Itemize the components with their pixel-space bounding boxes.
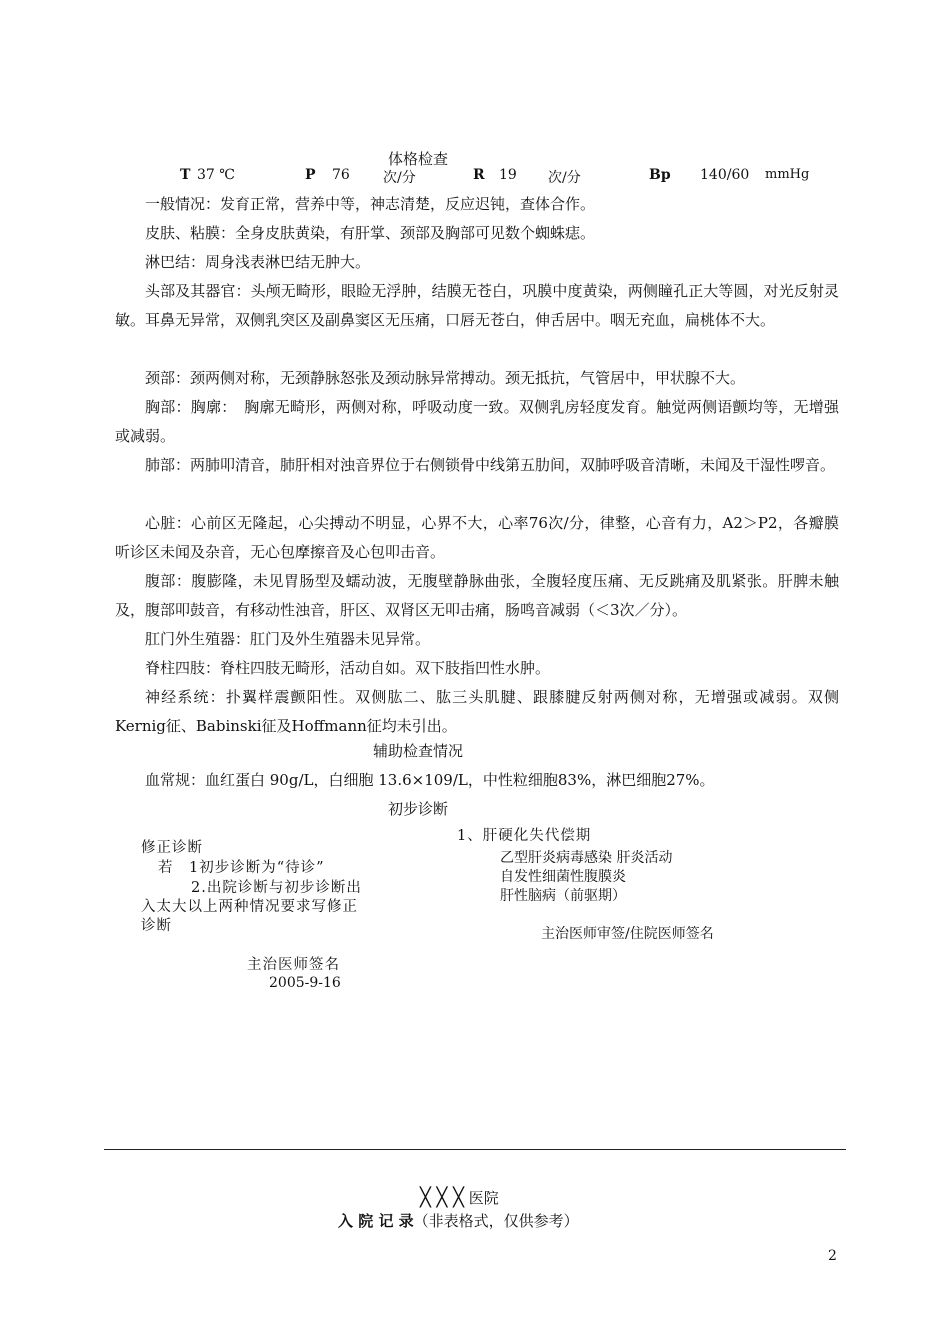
revision-line-3: 入太大以上两种情况要求写修正 (141, 899, 358, 915)
exam-neuro: 神经系统：扑翼样震颤阳性。双侧肱二、肱三头肌腱、跟膝腱反射两侧对称，无增强或减弱。双侧Kernig征、Babinski征及Hoffmann征均未引出。 (115, 688, 839, 735)
bp-label: Bp (649, 167, 671, 183)
diagnosis-item-2: 乙型肝炎病毒感染 肝炎活动 (500, 850, 673, 866)
placeholder-marks: ╳ ╳ ╳ (420, 1187, 464, 1208)
pulse-label: P (305, 167, 316, 183)
exam-anal: 肛门外生殖器：肛门及外生殖器未见异常。 (145, 630, 431, 648)
resp-unit: 次/分 (548, 170, 581, 186)
exam-neck: 颈部：颈两侧对称，无颈静脉怒张及颈动脉异常搏动。颈无抵抗，气管居中，甲状腺不大。 (145, 369, 746, 387)
diagnosis-item-3: 自发性细菌性腹膜炎 (500, 869, 626, 885)
pulse-value: 76 (332, 167, 350, 183)
revision-title: 修正诊断 (141, 840, 203, 856)
signature-date: 2005-9-16 (269, 975, 341, 991)
footer-divider (104, 1149, 846, 1150)
revision-line-4: 诊断 (141, 918, 172, 934)
diagnosis-item-4: 肝性脑病（前驱期） (500, 888, 626, 904)
resp-value: 19 (499, 167, 517, 183)
resident-signature: 主治医师审签/住院医师签名 (541, 926, 714, 942)
exam-heart: 心脏：心前区无隆起，心尖搏动不明显，心界不大，心率76次/分，律整，心音有力，A2＞P2，各瓣膜听诊区未闻及杂音，无心包摩擦音及心包叩击音。 (115, 514, 839, 561)
resp-label: R (473, 167, 485, 183)
revision-line-1: 若 1初步诊断为“待诊” (158, 860, 325, 876)
temp-value: 37 ℃ (197, 167, 235, 183)
prelim-diag-heading: 初步诊断 (387, 800, 448, 818)
temp-label: T (180, 167, 191, 183)
bp-unit: mmHg (765, 167, 810, 182)
hospital-label: 医院 (468, 1189, 499, 1207)
blood-test: 血常规：血红蛋白 90g/L，白细胞 13.6×109/L，中性粒细胞83%，淋巴细胞27%。 (145, 771, 715, 789)
exam-abdomen: 腹部：腹膨隆，未见胃肠型及蠕动波，无腹壁静脉曲张，全腹轻度压痛、无反跳痛及肌紧张。肝脾未触及，腹部叩鼓音，有移动性浊音，肝区、双肾区无叩击痛，肠鸣音减弱（＜3次／分）。 (115, 572, 839, 619)
revision-line-2: 2.出院诊断与初步诊断出 (191, 880, 362, 896)
exam-spine: 脊柱四肢：脊柱四肢无畸形，活动自如。双下肢指凹性水肿。 (145, 659, 551, 677)
record-note: （非表格式，仅供参考） (413, 1212, 579, 1230)
exam-general: 一般情况：发育正常，营养中等，神志清楚，反应迟钝，查体合作。 (145, 195, 596, 213)
physical-exam-heading: 体格检查 (387, 150, 448, 168)
aux-exam-heading: 辅助检查情况 (372, 742, 463, 760)
pulse-unit: 次/分 (383, 170, 416, 186)
hospital-name (420, 1187, 499, 1208)
attending-signature: 主治医师签名 (247, 957, 340, 973)
exam-lung: 肺部：两肺叩清音，肺肝相对浊音界位于右侧锁骨中线第五肋间，双肺呼吸音清晰，未闻及干湿性啰音。 (145, 456, 836, 474)
diagnosis-item-1: 1、肝硬化失代偿期 (457, 828, 592, 844)
exam-head: 头部及其器官：头颅无畸形，眼睑无浮肿，结膜无苍白，巩膜中度黄染，两侧瞳孔正大等圆，对光反射灵敏。耳鼻无异常，双侧乳突区及副鼻窦区无压痛，口唇无苍白，伸舌居中。咽无充血，扁桃体不大。 (115, 282, 839, 329)
page-number: 2 (828, 1248, 837, 1264)
record-title-line (338, 1210, 579, 1231)
exam-lymph: 淋巴结：周身浅表淋巴结无肿大。 (145, 253, 371, 271)
exam-skin: 皮肤、粘膜：全身皮肤黄染，有肝掌、颈部及胸部可见数个蜘蛛痣。 (145, 224, 596, 242)
bp-value: 140/60 (700, 167, 750, 183)
record-title: 入 院 记 录 (338, 1212, 414, 1230)
exam-chest: 胸部：胸廓： 胸廓无畸形，两侧对称，呼吸动度一致。双侧乳房轻度发育。触觉两侧语颤均等，无增强或减弱。 (115, 398, 839, 445)
